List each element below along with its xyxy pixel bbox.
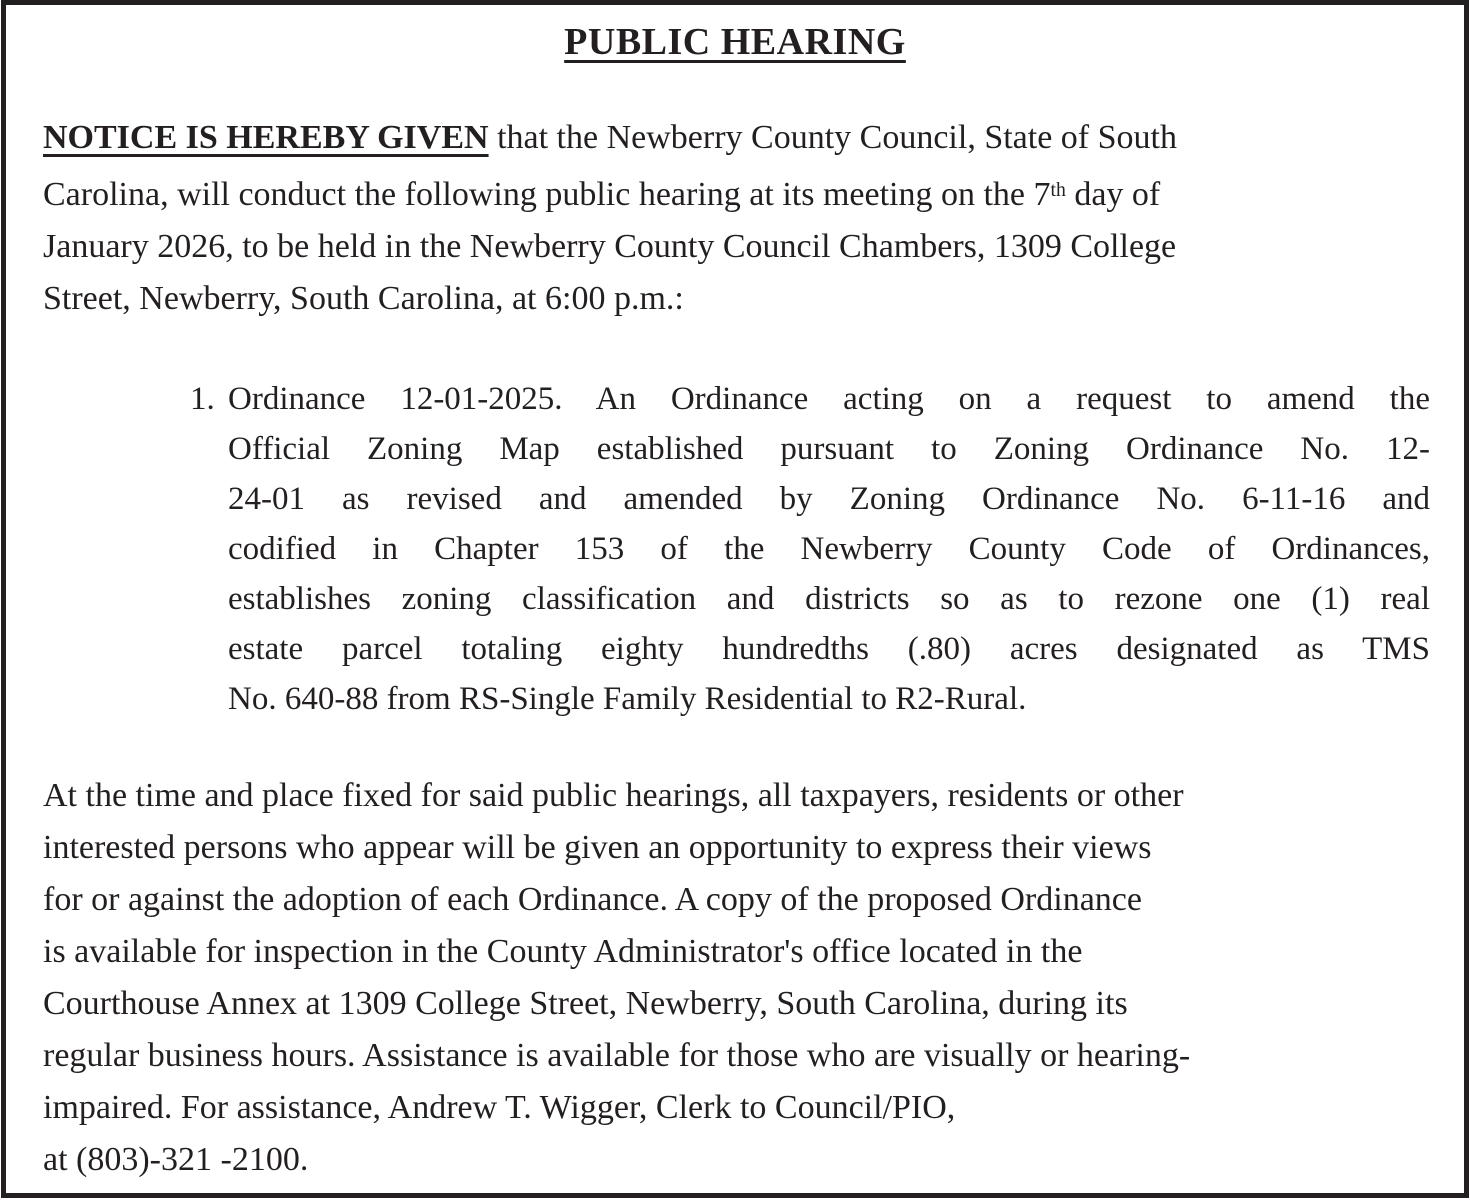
closing-line-5: Courthouse Annex at 1309 College Street, Newberry, South Carolina, during its — [43, 985, 1128, 1022]
ordinance-line-5: establishes zoning classification and districts so as to rezone one (1) real — [228, 581, 1430, 617]
ordinance-text — [228, 374, 1430, 724]
ordinance-line-4: codified in Chapter 153 of the Newberry County Code of Ordinances, — [228, 531, 1430, 567]
ordinance-line-7: No. 640-88 from RS-Single Family Residential to R2-Rural. — [228, 681, 1027, 717]
intro-line-2-post: day of — [1065, 175, 1161, 213]
intro-paragraph — [43, 112, 1440, 325]
notice-lead-text: NOTICE IS HEREBY GIVEN — [43, 119, 489, 156]
closing-line-7: impaired. For assistance, Andrew T. Wigger, Clerk to Council/PIO, — [43, 1089, 956, 1126]
page-title-text: PUBLIC HEARING — [564, 21, 906, 63]
closing-line-3: for or against the adoption of each Ordinance. A copy of the proposed Ordinance — [43, 881, 1142, 918]
closing-line-1: At the time and place fixed for said public hearings, all taxpayers, residents or other — [43, 777, 1184, 814]
intro-line-3: January 2026, to be held in the Newberry County Council Chambers, 1309 College — [43, 227, 1177, 265]
ordinance-line-6: estate parcel totaling eighty hundredths (.80) acres designated as TMS — [228, 631, 1430, 667]
closing-paragraph — [43, 770, 1440, 1186]
list-item-number: 1. — [190, 381, 215, 417]
closing-line-8: at (803)-321 -2100. — [43, 1141, 309, 1178]
ordinal-superscript: th — [1050, 179, 1066, 201]
ordinance-list-item — [190, 374, 1430, 724]
closing-line-2: interested persons who appear will be given an opportunity to express their views — [43, 829, 1152, 866]
intro-line-2-pre: Carolina, will conduct the following public hearing at its meeting on the 7 — [43, 175, 1051, 213]
intro-line-1-rest: that the Newberry County Council, State of South — [488, 119, 1177, 156]
ordinance-line-3: 24-01 as revised and amended by Zoning Ordinance No. 6-11-16 and — [228, 481, 1430, 517]
closing-line-4: is available for inspection in the County Administrator's office located in the — [43, 933, 1083, 970]
ordinance-line-1: Ordinance 12-01-2025. An Ordinance acting on a request to amend the — [228, 381, 1430, 417]
intro-line-2 — [43, 164, 1440, 221]
closing-line-6: regular business hours. Assistance is available for those who are visually or hearing- — [43, 1037, 1191, 1074]
intro-line-4: Street, Newberry, South Carolina, at 6:00 p.m.: — [43, 279, 684, 317]
ordinance-line-2: Official Zoning Map established pursuant to Zoning Ordinance No. 12- — [228, 431, 1430, 467]
page-title — [0, 20, 1470, 64]
intro-line-1 — [43, 112, 1440, 164]
